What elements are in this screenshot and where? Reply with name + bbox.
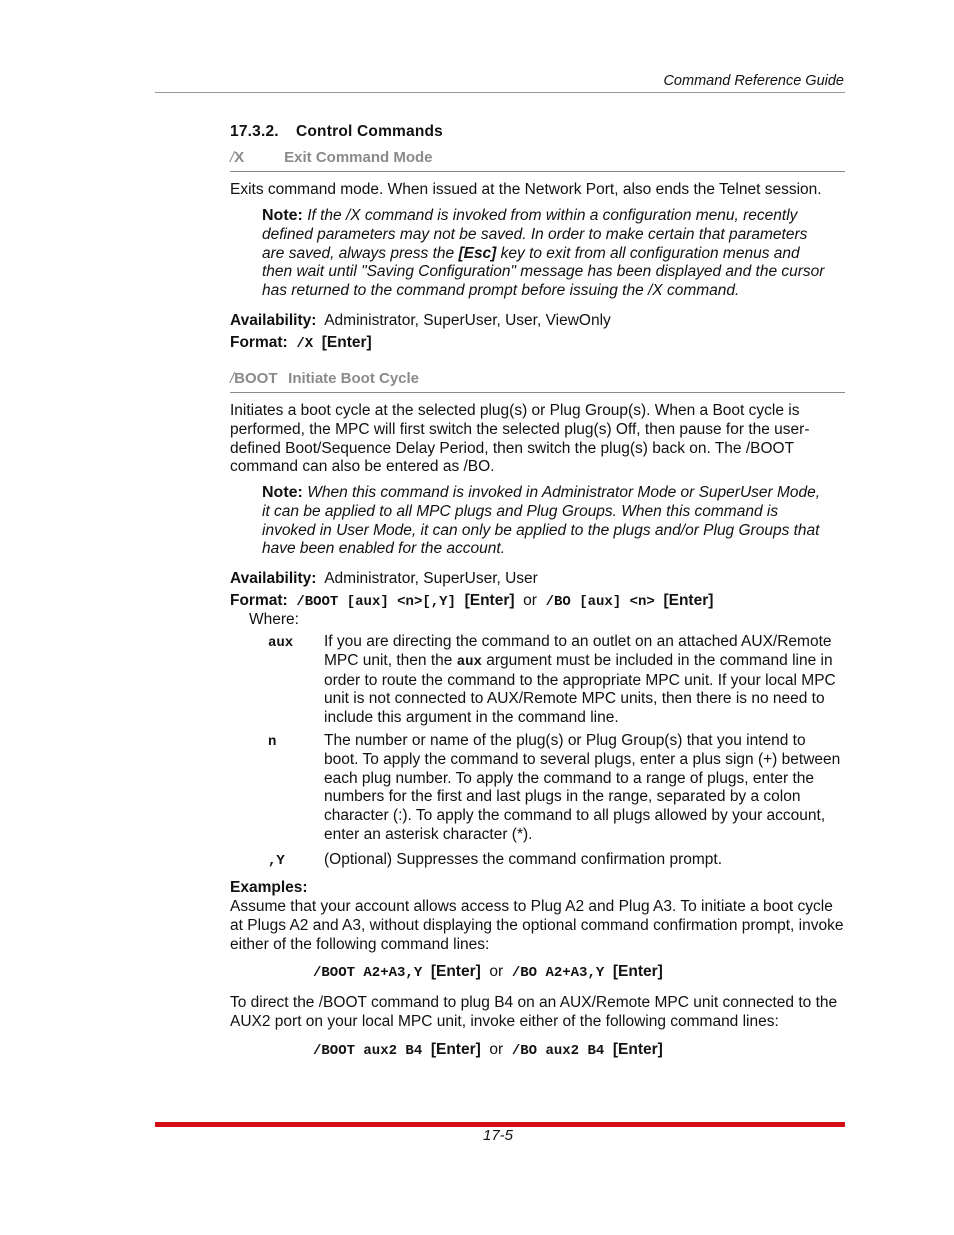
- note-key: [Esc]: [458, 244, 497, 262]
- x-command-description: Exits command mode. When issued at the Network Port, also ends the Telnet session.: [230, 181, 822, 198]
- x-format: [230, 334, 845, 354]
- note-text: If the /X command is invoked from within a configuration menu, recently defined parameters may not be saved. In order to make certain that parameters are saved, always press the: [262, 207, 808, 262]
- note-text: When this command is invoked in Administrator Mode or SuperUser Mode, it can be applied to all MPC plugs and Plug Groups. When this command is invoked in User Mode, it can only be applied to the plugs and/or Plug Groups that have been enabled for the account.: [262, 484, 821, 558]
- section-number: 17.3.2.: [230, 123, 279, 140]
- example-code-alt: /BO aux2 B4: [511, 1043, 605, 1059]
- example-code-alt: /BO A2+A3,Y: [511, 965, 605, 981]
- example-code: /BOOT A2+A3,Y: [313, 965, 423, 981]
- arg-term-n: n: [268, 734, 277, 750]
- note-text-cont: key to exit from all configuration menus and then wait until "Saving Configuration" message has been displayed and the cursor has returned to the command prompt before issuing the /X command.: [262, 244, 825, 300]
- x-command-code: X: [234, 149, 245, 166]
- arg-inline-code: aux: [456, 653, 482, 670]
- example-code: /BOOT aux2 B4: [313, 1043, 423, 1059]
- running-header: Command Reference Guide: [663, 73, 844, 89]
- section-heading: [230, 123, 443, 141]
- arg-definition-aux: [324, 633, 844, 728]
- arg-definition-n: The number or name of the plug(s) or Plug Group(s) that you intend to boot. To apply the command to several plugs, enter a plus sign (+) between each plug number. To apply the command to a range of plugs, enter the numbers for the first and last plugs in the range, separated by a colon character (:). To apply the command to all plugs allowed by your account, enter an asterisk character (*).: [324, 732, 841, 843]
- example-or: or: [489, 963, 504, 980]
- format-enter: [Enter]: [464, 592, 515, 609]
- arg-text: If you are directing the command to an outlet on an attached AUX/Remote MPC unit, then the: [324, 633, 832, 669]
- availability-label: Availability:: [230, 570, 317, 587]
- header-rule: [155, 92, 845, 93]
- x-command-heading: [230, 149, 845, 172]
- format-code: /X: [296, 336, 314, 352]
- x-availability: [230, 312, 845, 331]
- format-label: Format:: [230, 592, 288, 609]
- example-enter: [Enter]: [430, 963, 481, 980]
- x-command-note: [262, 207, 832, 301]
- boot-command-note: [262, 484, 832, 559]
- arg-term-y: ,Y: [268, 853, 285, 869]
- format-enter-alt: [Enter]: [663, 592, 714, 609]
- format-enter: [Enter]: [321, 334, 372, 351]
- example-or: or: [489, 1041, 504, 1058]
- arg-definition-y: (Optional) Suppresses the command confirmation prompt.: [324, 851, 723, 868]
- note-label: Note:: [262, 207, 303, 224]
- boot-command-heading: [230, 370, 845, 393]
- example-enter: [Enter]: [430, 1041, 481, 1058]
- example-enter-alt: [Enter]: [612, 963, 663, 980]
- example-2-commands: [313, 1041, 663, 1059]
- arg-term-aux: aux: [268, 635, 294, 651]
- section-title: Control Commands: [296, 123, 444, 140]
- boot-command-name: Initiate Boot Cycle: [288, 370, 420, 387]
- example-2-text: To direct the /BOOT command to plug B4 on an AUX/Remote MPC unit connected to the AUX2 port on your local MPC unit, invoke either of the following command lines:: [230, 994, 838, 1030]
- example-1-text: Assume that your account allows access to Plug A2 and Plug A3. To initiate a boot cycle at Plugs A2 and A3, without displaying the optional command confirmation prompt, invoke either of the following command lines:: [230, 898, 844, 953]
- note-label: Note:: [262, 484, 303, 501]
- boot-command-slash: /: [230, 370, 235, 387]
- availability-value: Administrator, SuperUser, User, ViewOnly: [324, 312, 611, 329]
- format-label: Format:: [230, 334, 288, 351]
- example-1-commands: [313, 963, 663, 981]
- arg-text-cont: argument must be included in the command line in order to route the command to the appropriate MPC unit. If your local MPC unit is not connected to AUX/Remote MPC units, then there is no need to include this argument in the command line.: [324, 651, 836, 727]
- boot-command-code: BOOT: [234, 370, 278, 387]
- x-command-slash: /: [230, 149, 235, 166]
- format-or: or: [523, 592, 537, 609]
- examples-label: Examples:: [230, 879, 308, 896]
- boot-availability: [230, 570, 845, 589]
- availability-label: Availability:: [230, 312, 317, 329]
- format-code-alt: /BO [aux] <n>: [545, 594, 655, 610]
- example-enter-alt: [Enter]: [612, 1041, 663, 1058]
- page-number: 17-5: [483, 1127, 514, 1144]
- format-code: /BOOT [aux] <n>[,Y]: [296, 594, 456, 610]
- boot-command-description: Initiates a boot cycle at the selected plug(s) or Plug Group(s). When a Boot cycle is performed, the MPC will first switch the selected plug(s) Off, then pause for the user-defined Boot/Sequence Delay Period, then switch the plug(s) back on. The /BOOT command can also be entered as /BO.: [230, 402, 810, 476]
- x-command-name: Exit Command Mode: [284, 149, 433, 166]
- boot-format: [230, 592, 845, 612]
- where-label: Where:: [249, 611, 299, 628]
- availability-value: Administrator, SuperUser, User: [324, 570, 538, 587]
